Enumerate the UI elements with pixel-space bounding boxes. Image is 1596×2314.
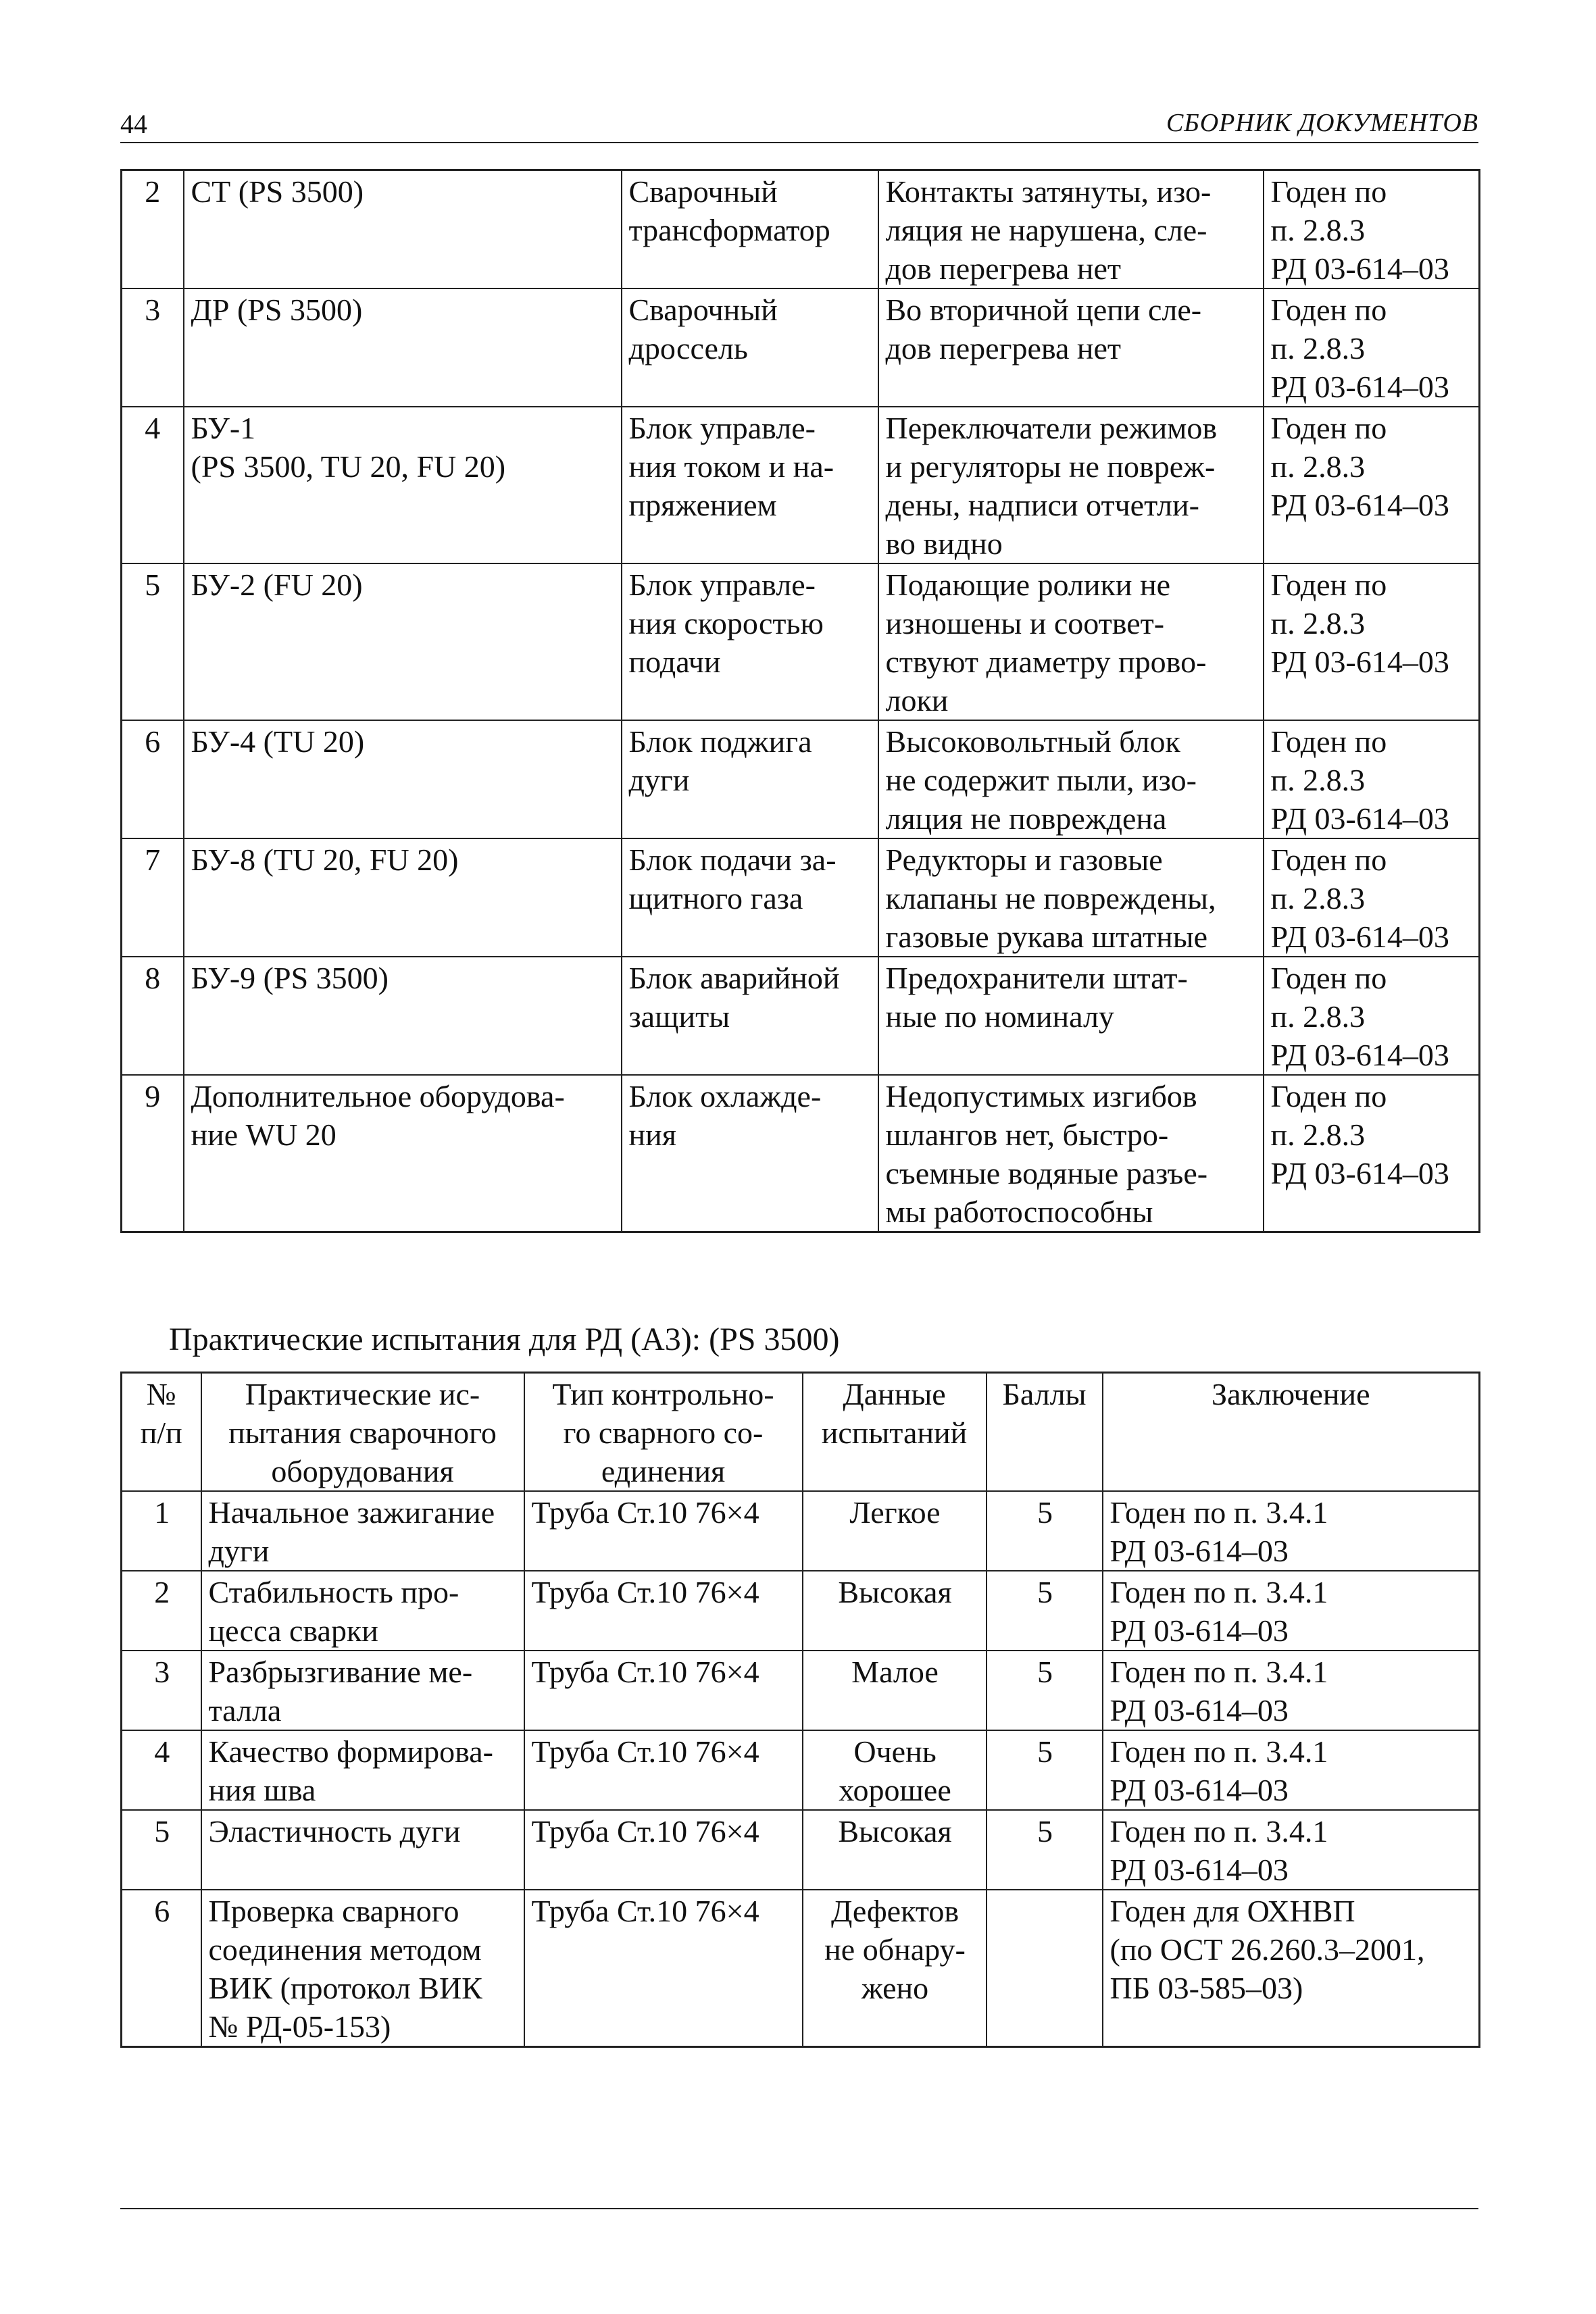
inspection-result-line: Во вторичной цепи сле- xyxy=(885,293,1202,327)
equipment-type-line: ния током и на- xyxy=(628,449,834,484)
table-row xyxy=(122,1075,1480,1232)
equipment-name xyxy=(184,838,622,957)
tests-table-header-row xyxy=(122,1373,1480,1492)
equipment-type-line: щитного газа xyxy=(628,881,803,915)
test-name xyxy=(201,1651,524,1730)
conclusion xyxy=(1264,407,1480,563)
test-name-line: соединения методом xyxy=(208,1932,482,1967)
inspection-result-line: ствуют диаметру прово- xyxy=(885,645,1207,679)
page-header xyxy=(120,101,1478,143)
equipment-type-line: дуги xyxy=(628,763,690,797)
inspection-result-line: ляция не повреждена xyxy=(885,801,1167,836)
conclusion xyxy=(1103,1651,1480,1730)
column-header-line: Тип контрольно- xyxy=(552,1377,774,1411)
equipment-type xyxy=(622,563,878,720)
inspection-result-line: Предохранители штат- xyxy=(885,961,1188,995)
conclusion xyxy=(1264,720,1480,838)
conclusion-line: РД 03-614–03 xyxy=(1270,1038,1449,1072)
test-name xyxy=(201,1730,524,1810)
conclusion-line: Годен по п. 3.4.1 xyxy=(1109,1575,1328,1609)
equipment-name-line: СТ (PS 3500) xyxy=(191,174,364,209)
test-data xyxy=(803,1730,987,1810)
footer-rule xyxy=(120,2208,1478,2209)
test-name-line: ВИК (протокол ВИК xyxy=(208,1971,482,2005)
conclusion xyxy=(1103,1571,1480,1651)
row-number: 3 xyxy=(122,1651,201,1730)
score: 5 xyxy=(987,1491,1103,1571)
conclusion-line: РД 03-614–03 xyxy=(1109,1853,1289,1887)
inspection-result xyxy=(878,1075,1264,1232)
conclusion-line: Годен по xyxy=(1270,174,1387,209)
equipment-type-line: ния xyxy=(628,1117,676,1152)
conclusion xyxy=(1264,170,1480,289)
row-number: 6 xyxy=(122,720,184,838)
test-name xyxy=(201,1810,524,1890)
conclusion-line: Годен по xyxy=(1270,961,1387,995)
conclusion-line: Годен по xyxy=(1270,1079,1387,1113)
test-name-line: дуги xyxy=(208,1534,270,1568)
conclusion xyxy=(1264,288,1480,407)
inspection-result xyxy=(878,407,1264,563)
row-number: 6 xyxy=(122,1890,201,2047)
table-row xyxy=(122,288,1480,407)
equipment-type-line: Блок аварийной xyxy=(628,961,840,995)
inspection-result-line: не содержит пыли, изо- xyxy=(885,763,1197,797)
equipment-name-line: БУ-1 xyxy=(191,411,256,445)
column-header-line: п/п xyxy=(140,1415,182,1450)
test-data-line: Легкое xyxy=(849,1495,941,1530)
inspection-result-line: во видно xyxy=(885,526,1003,561)
test-data xyxy=(803,1810,987,1890)
conclusion-line: Годен по xyxy=(1270,411,1387,445)
equipment-name xyxy=(184,720,622,838)
conclusion-line: РД 03-614–03 xyxy=(1109,1534,1289,1568)
conclusion-line: РД 03-614–03 xyxy=(1270,801,1449,836)
joint-type xyxy=(524,1571,803,1651)
equipment-table xyxy=(120,169,1480,1233)
column-header-line: испытаний xyxy=(821,1415,968,1450)
conclusion-line: п. 2.8.3 xyxy=(1270,999,1366,1034)
joint-type-line: Труба Ст.10 76×4 xyxy=(531,1655,759,1689)
row-number: 2 xyxy=(122,170,184,289)
inspection-result-line: дов перегрева нет xyxy=(885,251,1122,286)
row-number: 4 xyxy=(122,407,184,563)
column-header-line: пытания сварочного xyxy=(228,1415,497,1450)
conclusion xyxy=(1264,563,1480,720)
row-number: 7 xyxy=(122,838,184,957)
joint-type xyxy=(524,1651,803,1730)
conclusion-line: Годен по п. 3.4.1 xyxy=(1109,1495,1328,1530)
equipment-type xyxy=(622,288,878,407)
row-number: 8 xyxy=(122,957,184,1075)
equipment-name xyxy=(184,957,622,1075)
equipment-name xyxy=(184,170,622,289)
row-number: 5 xyxy=(122,1810,201,1890)
row-number: 4 xyxy=(122,1730,201,1810)
inspection-result xyxy=(878,838,1264,957)
equipment-type-line: подачи xyxy=(628,645,721,679)
test-name-line: № РД-05-153) xyxy=(208,2009,391,2044)
column-header-line: го сварного со- xyxy=(563,1415,764,1450)
inspection-result-line: клапаны не повреждены, xyxy=(885,881,1216,915)
conclusion-line: Годен по xyxy=(1270,842,1387,877)
table-row xyxy=(122,563,1480,720)
test-name-line: талла xyxy=(208,1693,282,1728)
inspection-result-line: Высоковольтный блок xyxy=(885,724,1180,759)
inspection-result-line: дены, надписи отчетли- xyxy=(885,488,1199,522)
joint-type-line: Труба Ст.10 76×4 xyxy=(531,1894,759,1928)
page-number: 44 xyxy=(120,109,147,139)
equipment-table-body xyxy=(122,170,1480,1232)
equipment-name xyxy=(184,288,622,407)
joint-type-line: Труба Ст.10 76×4 xyxy=(531,1734,759,1769)
conclusion-line: Годен по п. 3.4.1 xyxy=(1109,1814,1328,1848)
score: 5 xyxy=(987,1571,1103,1651)
table-row xyxy=(122,407,1480,563)
conclusion-line: Годен по п. 3.4.1 xyxy=(1109,1734,1328,1769)
table-row xyxy=(122,957,1480,1075)
test-name-line: Эластичность дуги xyxy=(208,1814,461,1848)
conclusion xyxy=(1264,957,1480,1075)
column-header-line: Данные xyxy=(843,1377,946,1411)
equipment-type-line: Блок поджига xyxy=(628,724,812,759)
column-header xyxy=(201,1373,524,1492)
section-heading: Практические испытания для РД (А3): (PS 3500) xyxy=(169,1322,840,1357)
column-header xyxy=(987,1373,1103,1492)
conclusion-line: (по ОСТ 26.260.3–2001, xyxy=(1109,1932,1425,1967)
conclusion xyxy=(1264,838,1480,957)
conclusion xyxy=(1103,1810,1480,1890)
equipment-name-line: БУ-4 (TU 20) xyxy=(191,724,365,759)
equipment-type-line: Блок подачи за- xyxy=(628,842,837,877)
conclusion-line: Годен для ОХНВП xyxy=(1109,1894,1355,1928)
column-header-line: № xyxy=(146,1377,176,1411)
conclusion-line: п. 2.8.3 xyxy=(1270,1117,1366,1152)
conclusion-line: РД 03-614–03 xyxy=(1270,488,1449,522)
test-name-line: Качество формирова- xyxy=(208,1734,493,1769)
equipment-name-line: БУ-9 (PS 3500) xyxy=(191,961,389,995)
test-name xyxy=(201,1571,524,1651)
conclusion-line: РД 03-614–03 xyxy=(1270,370,1449,404)
test-name-line: Проверка сварного xyxy=(208,1894,459,1928)
inspection-result-line: Недопустимых изгибов xyxy=(885,1079,1197,1113)
column-header-line: Заключение xyxy=(1211,1377,1370,1411)
row-number: 5 xyxy=(122,563,184,720)
inspection-result xyxy=(878,288,1264,407)
conclusion-line: п. 2.8.3 xyxy=(1270,763,1366,797)
inspection-result-line: дов перегрева нет xyxy=(885,331,1122,366)
conclusion-line: РД 03-614–03 xyxy=(1109,1693,1289,1728)
score: 5 xyxy=(987,1651,1103,1730)
conclusion-line: РД 03-614–03 xyxy=(1270,645,1449,679)
test-name xyxy=(201,1890,524,2047)
equipment-type-line: ния скоростью xyxy=(628,606,824,640)
equipment-name-line: ДР (PS 3500) xyxy=(191,293,363,327)
test-name-line: цесса сварки xyxy=(208,1613,378,1648)
table-row xyxy=(122,1571,1480,1651)
equipment-name-line: БУ-2 (FU 20) xyxy=(191,568,363,602)
test-name-line: Разбрызгивание ме- xyxy=(208,1655,473,1689)
test-data-line: жено xyxy=(861,1971,929,2005)
inspection-result xyxy=(878,720,1264,838)
table-row xyxy=(122,1810,1480,1890)
equipment-type-line: Сварочный xyxy=(628,293,778,327)
conclusion-line: п. 2.8.3 xyxy=(1270,449,1366,484)
test-data-line: не обнару- xyxy=(824,1932,966,1967)
inspection-result-line: съемные водяные разъе- xyxy=(885,1156,1208,1190)
conclusion-line: п. 2.8.3 xyxy=(1270,606,1366,640)
inspection-result-line: изношены и соответ- xyxy=(885,606,1165,640)
inspection-result-line: и регуляторы не повреж- xyxy=(885,449,1216,484)
test-data-line: Высокая xyxy=(838,1814,952,1848)
conclusion-line: РД 03-614–03 xyxy=(1109,1613,1289,1648)
conclusion-line: РД 03-614–03 xyxy=(1270,1156,1449,1190)
equipment-type-line: Сварочный xyxy=(628,174,778,209)
inspection-result-line: газовые рукава штатные xyxy=(885,920,1208,954)
conclusion xyxy=(1103,1730,1480,1810)
conclusion-line: п. 2.8.3 xyxy=(1270,881,1366,915)
score xyxy=(987,1890,1103,2047)
column-header-line: единения xyxy=(601,1454,726,1488)
table-row xyxy=(122,1890,1480,2047)
column-header-line: оборудования xyxy=(271,1454,454,1488)
joint-type-line: Труба Ст.10 76×4 xyxy=(531,1575,759,1609)
equipment-type xyxy=(622,407,878,563)
conclusion-line: Годен по xyxy=(1270,724,1387,759)
conclusion-line: РД 03-614–03 xyxy=(1270,920,1449,954)
equipment-type-line: трансформатор xyxy=(628,213,830,247)
column-header xyxy=(1103,1373,1480,1492)
test-data xyxy=(803,1890,987,2047)
conclusion-line: Годен по xyxy=(1270,568,1387,602)
test-data-line: хорошее xyxy=(839,1773,951,1807)
table-row xyxy=(122,1651,1480,1730)
row-number: 1 xyxy=(122,1491,201,1571)
test-name xyxy=(201,1491,524,1571)
equipment-name-line: Дополнительное оборудова- xyxy=(191,1079,565,1113)
column-header xyxy=(524,1373,803,1492)
conclusion-line: Годен по п. 3.4.1 xyxy=(1109,1655,1328,1689)
test-data-line: Малое xyxy=(851,1655,939,1689)
column-header-line: Практические ис- xyxy=(245,1377,480,1411)
conclusion-line: РД 03-614–03 xyxy=(1270,251,1449,286)
column-header-line: Баллы xyxy=(1002,1377,1087,1411)
tests-table-body xyxy=(122,1491,1480,2047)
test-data-line: Дефектов xyxy=(830,1894,959,1928)
test-data xyxy=(803,1571,987,1651)
test-data xyxy=(803,1651,987,1730)
conclusion-line: п. 2.8.3 xyxy=(1270,331,1366,366)
equipment-name xyxy=(184,1075,622,1232)
inspection-result xyxy=(878,563,1264,720)
table-row xyxy=(122,838,1480,957)
inspection-result-line: шлангов нет, быстро- xyxy=(885,1117,1169,1152)
test-name-line: Стабильность про- xyxy=(208,1575,459,1609)
equipment-name xyxy=(184,563,622,720)
equipment-type xyxy=(622,957,878,1075)
equipment-type xyxy=(622,170,878,289)
equipment-type xyxy=(622,1075,878,1232)
joint-type xyxy=(524,1491,803,1571)
equipment-name-line: ние WU 20 xyxy=(191,1117,336,1152)
test-data-line: Очень xyxy=(853,1734,937,1769)
conclusion xyxy=(1264,1075,1480,1232)
table-row xyxy=(122,720,1480,838)
score: 5 xyxy=(987,1810,1103,1890)
joint-type xyxy=(524,1890,803,2047)
equipment-type-line: Блок управле- xyxy=(628,411,816,445)
joint-type xyxy=(524,1730,803,1810)
equipment-name-line: (PS 3500, TU 20, FU 20) xyxy=(191,449,506,484)
inspection-result-line: ные по номиналу xyxy=(885,999,1114,1034)
table-row xyxy=(122,1730,1480,1810)
test-name-line: Начальное зажигание xyxy=(208,1495,495,1530)
equipment-type-line: пряжением xyxy=(628,488,777,522)
row-number: 3 xyxy=(122,288,184,407)
conclusion-line: п. 2.8.3 xyxy=(1270,213,1366,247)
equipment-type-line: защиты xyxy=(628,999,730,1034)
inspection-result-line: Редукторы и газовые xyxy=(885,842,1163,877)
running-title: СБОРНИК ДОКУМЕНТОВ xyxy=(1166,109,1478,137)
conclusion-line: РД 03-614–03 xyxy=(1109,1773,1289,1807)
column-header xyxy=(122,1373,201,1492)
equipment-name-line: БУ-8 (TU 20, FU 20) xyxy=(191,842,459,877)
joint-type-line: Труба Ст.10 76×4 xyxy=(531,1495,759,1530)
joint-type-line: Труба Ст.10 76×4 xyxy=(531,1814,759,1848)
inspection-result-line: Переключатели режимов xyxy=(885,411,1218,445)
conclusion-line: Годен по xyxy=(1270,293,1387,327)
inspection-result xyxy=(878,957,1264,1075)
test-name-line: ния шва xyxy=(208,1773,316,1807)
inspection-result-line: мы работоспособны xyxy=(885,1194,1153,1229)
equipment-type-line: Блок управле- xyxy=(628,568,816,602)
conclusion xyxy=(1103,1491,1480,1571)
score: 5 xyxy=(987,1730,1103,1810)
row-number: 9 xyxy=(122,1075,184,1232)
joint-type xyxy=(524,1810,803,1890)
equipment-name xyxy=(184,407,622,563)
inspection-result-line: локи xyxy=(885,683,949,718)
inspection-result-line: Подающие ролики не xyxy=(885,568,1171,602)
column-header xyxy=(803,1373,987,1492)
conclusion-line: ПБ 03-585–03) xyxy=(1109,1971,1303,2005)
conclusion xyxy=(1103,1890,1480,2047)
equipment-type xyxy=(622,720,878,838)
equipment-type-line: Блок охлажде- xyxy=(628,1079,822,1113)
row-number: 2 xyxy=(122,1571,201,1651)
inspection-result xyxy=(878,170,1264,289)
test-data xyxy=(803,1491,987,1571)
test-data-line: Высокая xyxy=(838,1575,952,1609)
table-row xyxy=(122,170,1480,289)
table-row xyxy=(122,1491,1480,1571)
equipment-type-line: дроссель xyxy=(628,331,748,366)
tests-table xyxy=(120,1372,1480,2048)
inspection-result-line: ляция не нарушена, сле- xyxy=(885,213,1207,247)
inspection-result-line: Контакты затянуты, изо- xyxy=(885,174,1212,209)
equipment-type xyxy=(622,838,878,957)
